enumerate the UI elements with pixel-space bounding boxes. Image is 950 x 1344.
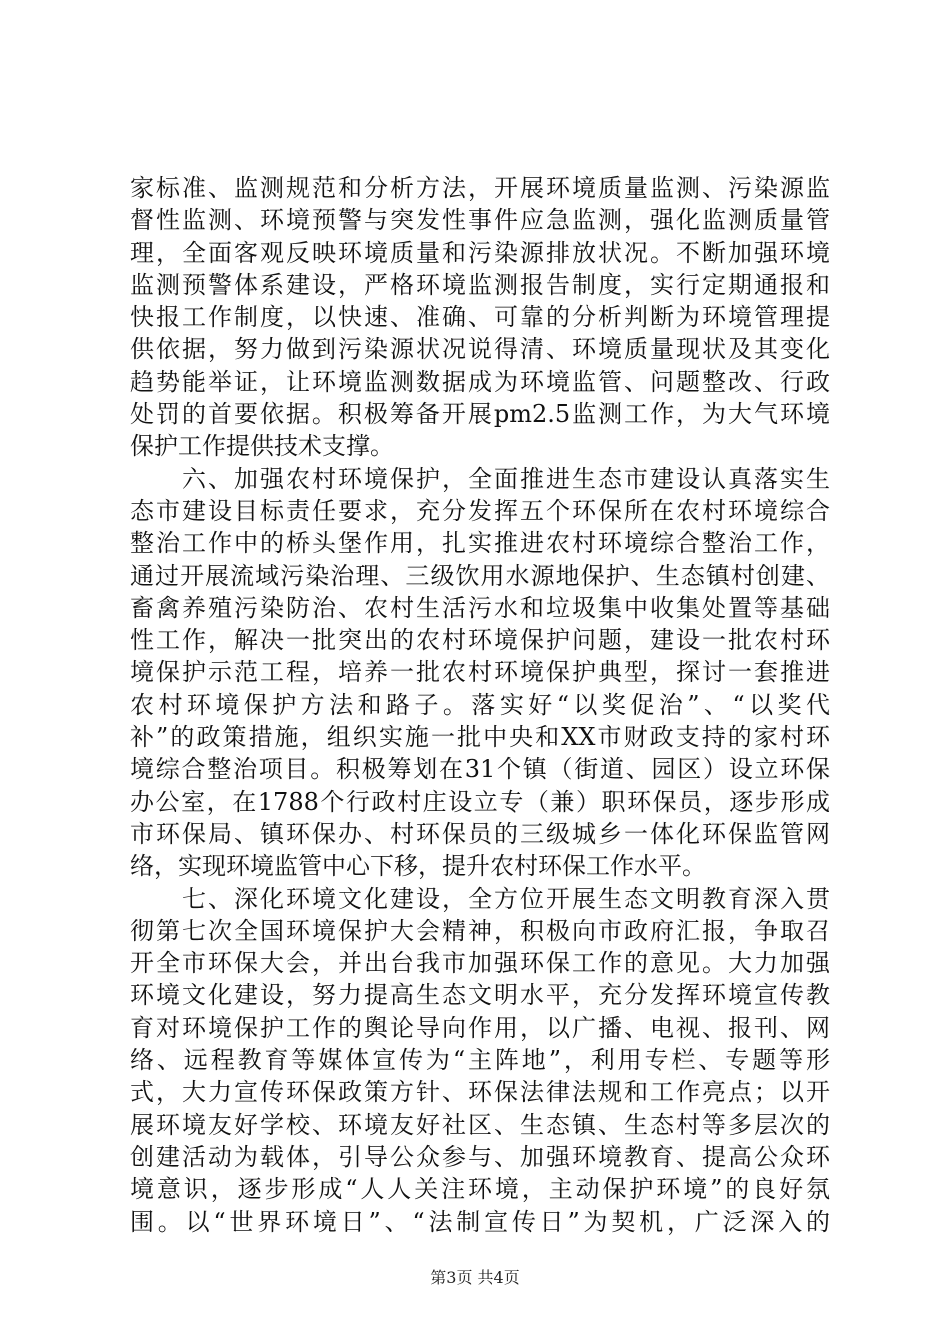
text-line: 境综合整治项目。积极筹划在31个镇（街道、园区）设立环保 [130, 755, 830, 784]
text-line: 监测预警体系建设，严格环境监测报告制度，实行定期通报和 [130, 270, 830, 299]
text-line: 供依据，努力做到污染源状况说得清、环境质量现状及其变化 [130, 335, 830, 364]
text-line: 督性监测、环境预警与突发性事件应急监测，强化监测质量管 [130, 206, 830, 235]
text-line: 七、深化环境文化建设，全方位开展生态文明教育深入贯 [130, 884, 830, 913]
text-line: 补”的政策措施，组织实施一批中央和XX市财政支持的家村环 [130, 723, 830, 752]
text-line: 家标准、监测规范和分析方法，开展环境质量监测、污染源监 [130, 174, 830, 202]
text-line: 趋势能举证，让环境监测数据成为环境监管、问题整改、行政 [130, 367, 830, 396]
text-line: 通过开展流域污染治理、三级饮用水源地保护、生态镇村创建、 [130, 561, 830, 590]
text-line: 创建活动为载体，引导公众参与、加强环境教育、提高公众环 [130, 1142, 830, 1171]
text-line: 络，实现环境监管中心下移，提升农村环保工作水平。 [130, 852, 706, 881]
body-text [130, 172, 830, 1238]
text-line: 保护工作提供技术支撑。 [130, 432, 394, 461]
text-line: 络、远程教育等媒体宣传为“主阵地”，利用专栏、专题等形 [130, 1046, 830, 1075]
text-line: 环境文化建设，努力提高生态文明水平，充分发挥环境宣传教 [130, 981, 830, 1010]
text-line: 办公室，在1788个行政村庄设立专（兼）职环保员，逐步形成 [130, 787, 830, 816]
text-line: 性工作，解决一批突出的农村环境保护问题，建设一批农村环 [130, 626, 830, 655]
text-line: 态市建设目标责任要求，充分发挥五个环保所在农村环境综合 [130, 496, 830, 525]
text-line: 快报工作制度，以快速、准确、可靠的分析判断为环境管理提 [130, 303, 830, 332]
text-line: 式，大力宣传环保政策方针、环保法律法规和工作亮点；以开 [130, 1078, 830, 1107]
text-line: 农村环境保护方法和路子。落实好“以奖促治”、“以奖代 [130, 690, 830, 719]
text-line: 市环保局、镇环保办、村环保员的三级城乡一体化环保监管网 [130, 819, 830, 848]
text-line: 彻第七次全国环境保护大会精神，积极向市政府汇报，争取召 [130, 916, 830, 945]
text-line: 开全市环保大会，并出台我市加强环保工作的意见。大力加强 [130, 949, 830, 978]
text-line: 境意识，逐步形成“人人关注环境，主动保护环境”的良好氛 [130, 1175, 830, 1204]
text-line: 境保护示范工程，培养一批农村环境保护典型，探讨一套推进 [130, 658, 830, 687]
text-line: 整治工作中的桥头堡作用，扎实推进农村环境综合整治工作， [130, 529, 830, 558]
text-line: 育对环境保护工作的舆论导向作用，以广播、电视、报刊、网 [130, 1013, 830, 1042]
text-line: 理，全面客观反映环境质量和污染源排放状况。不断加强环境 [130, 238, 830, 267]
text-line: 六、加强农村环境保护，全面推进生态市建设认真落实生 [130, 464, 830, 493]
page-footer: 第3页 共4页 [430, 1268, 520, 1287]
text-line: 围。以“世界环境日”、“法制宣传日”为契机，广泛深入的 [130, 1207, 830, 1236]
text-line: 处罚的首要依据。积极筹备开展pm2.5监测工作，为大气环境 [130, 400, 830, 429]
text-line: 畜禽养殖污染防治、农村生活污水和垃圾集中收集处置等基础 [130, 593, 830, 622]
text-line: 展环境友好学校、环境友好社区、生态镇、生态村等多层次的 [130, 1110, 830, 1139]
